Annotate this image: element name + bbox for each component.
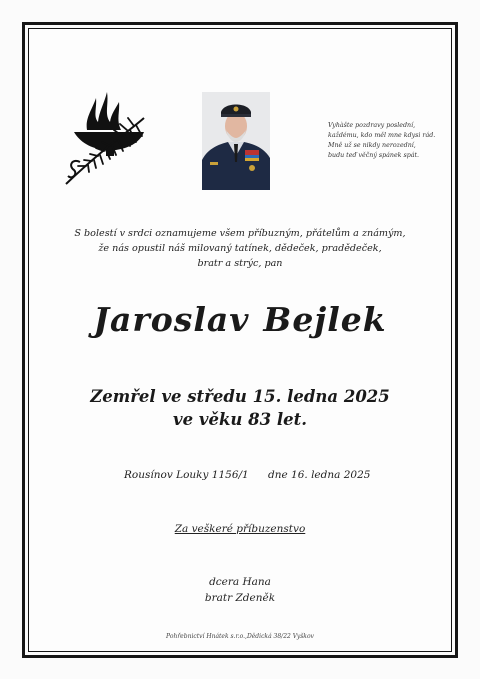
funeral-home-footer: Pohřebnictví Hnátek s.r.o.,Dědická 38/22 Vyškov bbox=[166, 633, 314, 640]
signer: bratr Zdeněk bbox=[204, 592, 276, 604]
intro-line: bratr a strýc, pan bbox=[197, 258, 283, 269]
first-name: Jaroslav bbox=[93, 300, 250, 339]
place: Rousínov Louky 1156/1 bbox=[124, 469, 249, 481]
poem-line: budu teď věčný spánek spát. bbox=[328, 152, 420, 159]
intro-line: že nás opustil náš milovaný tatínek, dědeček, pradědeček, bbox=[98, 243, 382, 254]
death-info bbox=[40, 385, 440, 431]
last-name: Bejlek bbox=[263, 300, 387, 339]
poem bbox=[328, 121, 448, 161]
poem-line: Mně už se nikdy nerozední, bbox=[328, 142, 416, 149]
portrait-photo bbox=[202, 92, 270, 190]
death-date-line: Zemřel ve středu 15. ledna 2025 bbox=[90, 387, 390, 406]
signer: dcera Hana bbox=[209, 576, 271, 588]
poem-line: Vyhàšte pozdravy poslední, bbox=[328, 122, 416, 129]
intro-line: S bolestí v srdci oznamujeme všem příbuzným, přátelům a známým, bbox=[74, 228, 406, 239]
deceased-name bbox=[40, 300, 440, 339]
announcement-text bbox=[60, 226, 420, 271]
age-line: ve věku 83 let. bbox=[173, 410, 307, 429]
flame-bowl-icon bbox=[58, 88, 154, 188]
family-heading: Za veškeré příbuzenstvo bbox=[174, 523, 306, 535]
announcement-date: dne 16. ledna 2025 bbox=[268, 469, 371, 481]
signers bbox=[40, 574, 440, 606]
poem-line: každému, kdo měl mne kdysi rád. bbox=[328, 132, 436, 139]
